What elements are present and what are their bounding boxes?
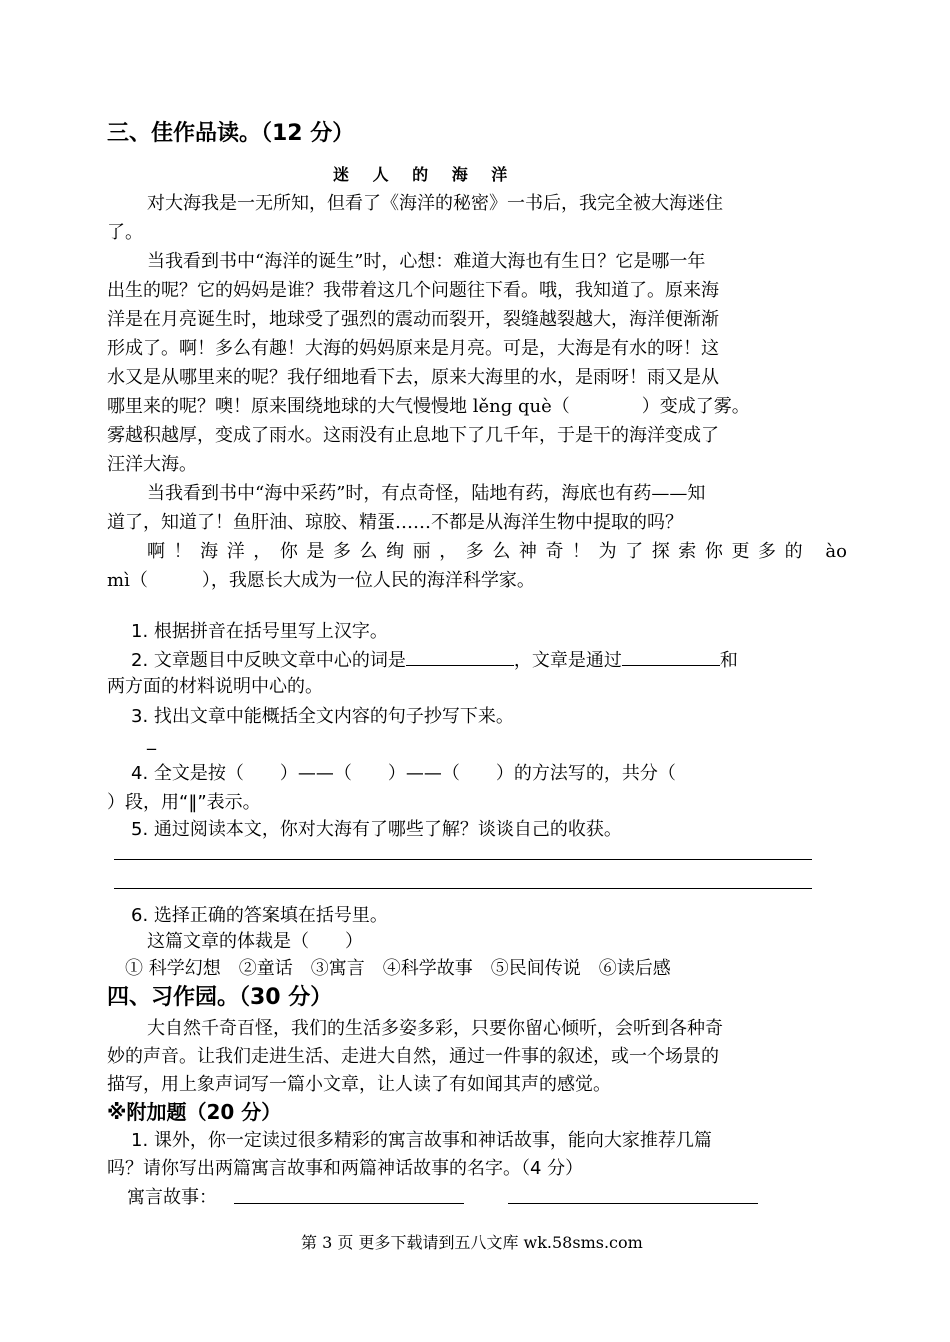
article-line: 哪里来的呢？噢！原来围绕地球的大气慢慢地 lěnɡ què（ ）变成了雾。	[107, 396, 750, 417]
extra-heading: ※附加题（20 分）	[107, 1100, 282, 1124]
article-line: 洋是在月亮诞生时，地球受了强烈的震动而裂开，裂缝越裂越大，海洋便渐渐	[107, 309, 719, 330]
question-4-cont: ）段，用“‖”表示。	[107, 792, 261, 813]
question-6-options: ① 科学幻想 ②童话 ③寓言 ④科学故事 ⑤民间传说 ⑥读后感	[125, 958, 671, 979]
question-5: 5. 通过阅读本文，你对大海有了哪些了解？谈谈自己的收获。	[131, 819, 622, 840]
question-2-text: 和	[719, 650, 738, 671]
question-2-text: ，文章是通过	[513, 650, 622, 671]
question-4: 4. 全文是按（ ）——（ ）——（ ）的方法写的，共分（	[131, 763, 676, 784]
article-line: 道了，知道了！鱼肝油、琼胶、精蛋……不都是从海洋生物中提取的吗？	[107, 512, 683, 533]
article-line: 对大海我是一无所知，但看了《海洋的秘密》一书后，我完全被大海迷住	[147, 193, 723, 214]
article-title: 迷 人 的 海 洋	[333, 165, 517, 184]
page-footer: 第 3 页 更多下载请到五八文库 wk.58sms.com	[301, 1233, 643, 1252]
section-4-heading: 四、习作园。（30 分）	[107, 985, 333, 1010]
fable-label: 寓言故事：	[127, 1187, 217, 1208]
question-6: 6. 选择正确的答案填在括号里。	[131, 905, 388, 926]
question-1: 1. 根据拼音在括号里写上汉字。	[131, 621, 388, 642]
extra-question-1-cont: 吗？请你写出两篇寓言故事和两篇神话故事的名字。（4 分）	[107, 1158, 584, 1179]
article-line: 当我看到书中“海中采药”时，有点奇怪，陆地有药，海底也有药——知	[147, 483, 706, 504]
article-line: 形成了。啊！多么有趣！大海的妈妈原来是月亮。可是，大海是有水的呀！这	[107, 338, 719, 359]
answer-line[interactable]	[114, 888, 812, 889]
article-line: 水又是从哪里来的呢？我仔细地看下去，原来大海里的水，是雨呀！雨又是从	[107, 367, 719, 388]
article-line: mì（ ），我愿长大成为一位人民的海洋科学家。	[107, 570, 535, 591]
article-line: 出生的呢？它的妈妈是谁？我带着这几个问题往下看。哦，我知道了。原来海	[107, 280, 719, 301]
question-2	[131, 646, 738, 672]
answer-blank[interactable]	[622, 647, 720, 666]
writing-prompt-line: 大自然千奇百怪，我们的生活多姿多彩，只要你留心倾听，会听到各种奇	[147, 1018, 723, 1039]
question-6-stem: 这篇文章的体裁是（ ）	[147, 931, 363, 952]
fable-answer-line[interactable]	[508, 1203, 758, 1204]
article-line: 雾越积越厚，变成了雨水。这雨没有止息地下了几千年，于是干的海洋变成了	[107, 425, 719, 446]
section-3-heading: 三、佳作品读。（12 分）	[107, 121, 355, 146]
answer-blank[interactable]	[406, 647, 514, 666]
article-line: 汪洋大海。	[107, 454, 197, 475]
article-line: 啊！海洋，你是多么绚丽，多么神奇！为了探索你更多的 ào	[147, 541, 847, 562]
question-2-cont: 两方面的材料说明中心的。	[107, 676, 323, 697]
answer-line[interactable]	[114, 859, 812, 860]
article-line: 了。	[107, 222, 143, 243]
writing-prompt-line: 妙的声音。让我们走进生活、走进大自然，通过一件事的叙述，或一个场景的	[107, 1046, 719, 1067]
question-3-mark: _	[147, 730, 156, 751]
extra-question-1: 1. 课外，你一定读过很多精彩的寓言故事和神话故事，能向大家推荐几篇	[131, 1130, 712, 1151]
article-line: 当我看到书中“海洋的诞生”时，心想：难道大海也有生日？它是哪一年	[147, 251, 706, 272]
writing-prompt-line: 描写，用上象声词写一篇小文章，让人读了有如闻其声的感觉。	[107, 1074, 611, 1095]
fable-answer-line[interactable]	[234, 1203, 464, 1204]
question-2-text: 2. 文章题目中反映文章中心的词是	[131, 650, 406, 671]
question-3: 3. 找出文章中能概括全文内容的句子抄写下来。	[131, 706, 514, 727]
